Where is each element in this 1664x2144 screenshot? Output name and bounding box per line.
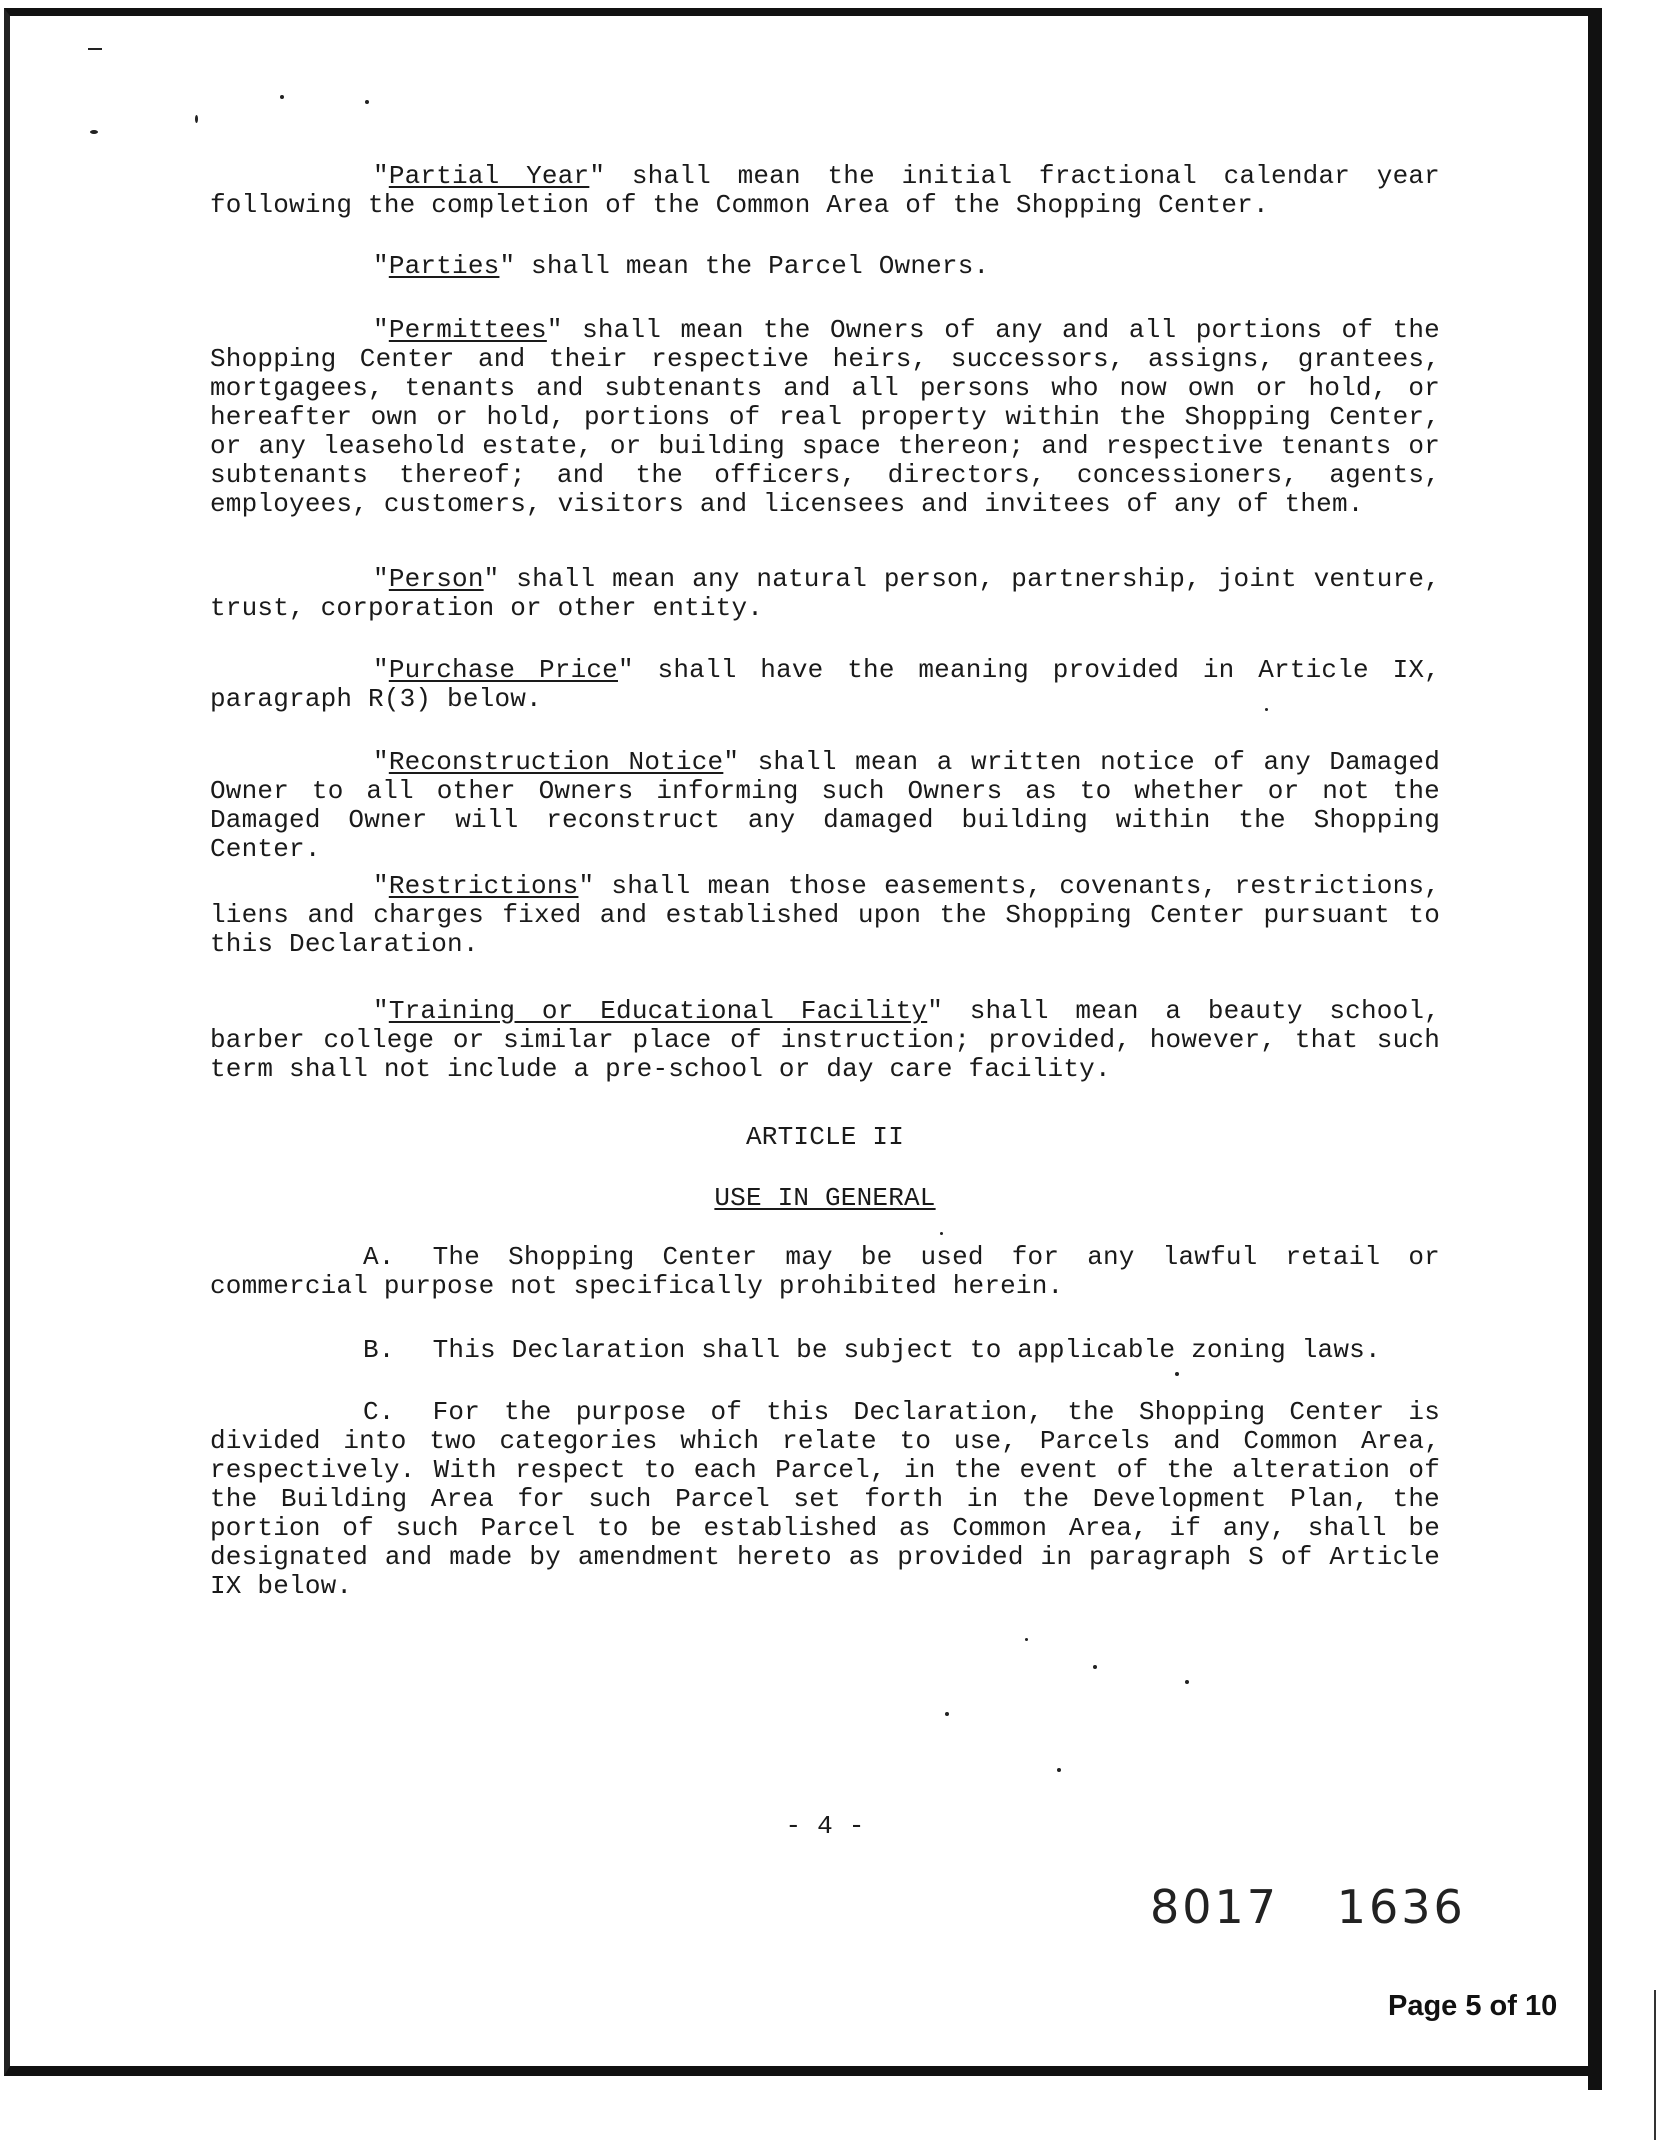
- scan-speck: [365, 100, 369, 104]
- definition-text: shall mean any natural person, partnership, joint venture, trust, corporation or other entity.: [210, 564, 1440, 623]
- section-text: For the purpose of this Declaration, the Shopping Center is divided into two categories which relate to use, Parcels and Common Area, respectively. With respect to each Parcel, in the event of the alteration of the Building Area for such Parcel set forth in the Development Plan, the portion of such Parcel to be established as Common Area, if any, shall be designated and made by amendment hereto as provided in paragraph S of Article IX below.: [210, 1397, 1440, 1601]
- definition-reconstruction-notice: "Reconstruction Notice" shall mean a written notice of any Damaged Owner to all other Owners informing such Owners as to whether or not the Damaged Owner will reconstruct any damaged building within the Shopping Center.: [210, 747, 1440, 864]
- definition-text: shall have the meaning provided in Article IX, paragraph R(3) below.: [210, 655, 1440, 714]
- defined-term: Parties: [388, 251, 500, 281]
- scan-speck: [280, 95, 284, 99]
- scan-speck: [90, 130, 98, 134]
- definition-text: shall mean a written notice of any Damaged Owner to all other Owners informing such Owners as to whether or not the Damaged Owner will reconstruct any damaged building within the Shopping Center.: [210, 747, 1440, 864]
- section-label: A.: [363, 1242, 395, 1272]
- defined-term: Permittees: [388, 315, 547, 345]
- definition-training-facility: "Training or Educational Facility" shall mean a beauty school, barber college or similar place of instruction; provided, however, that such term shall not include a pre-school or day care facility.: [210, 996, 1440, 1084]
- section-a: [210, 1243, 1440, 1301]
- definition-text: shall mean the Parcel Owners.: [515, 251, 990, 281]
- definition-parties: "Parties" shall mean the Parcel Owners.: [373, 251, 990, 281]
- page-indicator: Page 5 of 10: [1388, 1990, 1558, 2022]
- definition-purchase-price: "Purchase Price" shall have the meaning provided in Article IX, paragraph R(3) below.: [210, 655, 1440, 714]
- scan-speck: [940, 1232, 943, 1235]
- scan-speck: [88, 48, 102, 50]
- definition-partial-year: "Partial Year" shall mean the initial fractional calendar year following the completion of the Common Area of the Shopping Center.: [210, 161, 1440, 220]
- defined-term: Purchase Price: [388, 655, 618, 685]
- page-number: - 4 -: [785, 1811, 865, 1841]
- defined-term: Reconstruction Notice: [388, 747, 724, 777]
- definition-text: shall mean the initial fractional calendar year following the completion of the Common Area of the Shopping Center.: [210, 161, 1440, 220]
- scan-edge-bar: [1588, 10, 1602, 2090]
- scan-speck: [195, 115, 198, 123]
- defined-term: Partial Year: [388, 161, 590, 191]
- article-title: [210, 1184, 1440, 1213]
- document-number: 8017 1636: [1150, 1880, 1466, 1934]
- definition-text: shall mean the Owners of any and all portions of the Shopping Center and their respective heirs, successors, assigns, grantees, mortgagees, tenants and subtenants and all persons who now own or hold, or hereafter own or hold, portions of real property within the Shopping Center, or any leasehold estate, or building space thereon; and respective tenants or subtenants thereof; and the officers, directors, concessioners, agents, employees, customers, visitors and licensees and invitees of any of them.: [210, 315, 1440, 519]
- scan-speck: [945, 1712, 949, 1716]
- definition-text: shall mean those easements, covenants, restrictions, liens and charges fixed and established upon the Shopping Center pursuant to this Declaration.: [210, 871, 1440, 959]
- scan-speck: [1175, 1372, 1179, 1376]
- section-label: C.: [363, 1397, 395, 1427]
- article-heading: ARTICLE II: [745, 1122, 905, 1152]
- scan-speck: [1057, 1768, 1061, 1772]
- scan-speck: [1185, 1680, 1189, 1684]
- section-text: The Shopping Center may be used for any lawful retail or commercial purpose not specifically prohibited herein.: [210, 1242, 1440, 1301]
- section-text: This Declaration shall be subject to applicable zoning laws.: [432, 1335, 1381, 1365]
- defined-term: Training or Educational Facility: [388, 996, 928, 1026]
- defined-term: Person: [388, 564, 484, 594]
- definition-permittees: "Permittees" shall mean the Owners of any and all portions of the Shopping Center and their respective heirs, successors, assigns, grantees, mortgagees, tenants and subtenants and all persons who now own or hold, or hereafter own or hold, portions of real property within the Shopping Center, or any leasehold estate, or building space thereon; and respective tenants or subtenants thereof; and the officers, directors, concessioners, agents, employees, customers, visitors and licensees and invitees of any of them.: [210, 315, 1440, 519]
- definition-person: "Person" shall mean any natural person, partnership, joint venture, trust, corporation or other entity.: [210, 564, 1440, 623]
- scan-speck: [1025, 1638, 1028, 1641]
- definition-restrictions: "Restrictions" shall mean those easements, covenants, restrictions, liens and charges fixed and established upon the Shopping Center pursuant to this Declaration.: [210, 871, 1440, 959]
- scan-speck: [1093, 1665, 1097, 1669]
- scan-edge-line: [1654, 1990, 1656, 2140]
- definition-text: shall mean a beauty school, barber college or similar place of instruction; provided, however, that such term shall not include a pre-school or day care facility.: [210, 996, 1440, 1084]
- article-title-text: USE IN GENERAL: [714, 1183, 936, 1213]
- section-c: [210, 1398, 1440, 1601]
- section-b: [210, 1336, 1440, 1365]
- defined-term: Restrictions: [388, 871, 579, 901]
- section-label: B.: [363, 1335, 395, 1365]
